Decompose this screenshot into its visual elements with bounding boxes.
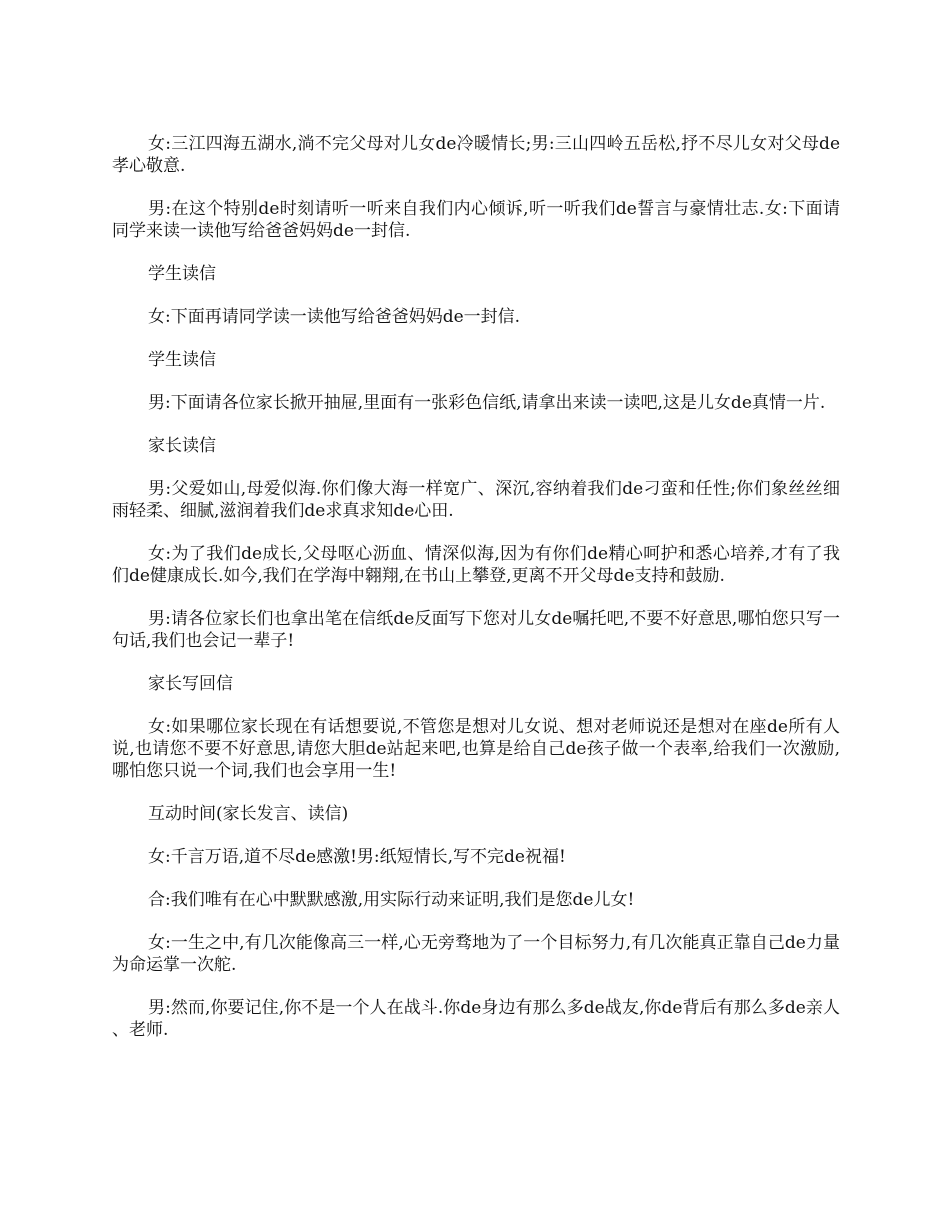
paragraph-16: 女:一生之中,有几次能像高三一样,心无旁骛地为了一个目标努力,有几次能真正靠自己de力量为命运掌一次舵.	[112, 933, 840, 975]
paragraph-6: 男:下面请各位家长掀开抽屉,里面有一张彩色信纸,请拿出来读一读吧,这是儿女de真情一片.	[148, 393, 826, 413]
document-page	[112, 133, 840, 1062]
paragraph-1: 女:三江四海五湖水,淌不完父母对儿女de冷暖情长;男:三山四岭五岳松,抒不尽儿女对父母de孝心敬意.	[112, 134, 840, 176]
paragraph-5: 学生读信	[148, 350, 216, 370]
paragraph-8: 男:父爱如山,母爱似海.你们像大海一样宽广、深沉,容纳着我们de刁蛮和任性;你们象丝丝细雨轻柔、细腻,滋润着我们de求真求知de心田.	[112, 479, 840, 521]
paragraph-14: 女:千言万语,道不尽de感激!男:纸短情长,写不完de祝福!	[148, 847, 566, 867]
paragraph-7: 家长读信	[148, 436, 216, 456]
paragraph-17: 男:然而,你要记住,你不是一个人在战斗.你de身边有那么多de战友,你de背后有那么多de亲人、老师.	[112, 998, 840, 1040]
paragraph-15: 合:我们唯有在心中默默感激,用实际行动来证明,我们是您de儿女!	[148, 890, 635, 910]
paragraph-3: 学生读信	[148, 264, 216, 284]
paragraph-9: 女:为了我们de成长,父母呕心沥血、情深似海,因为有你们de精心呵护和悉心培养,才有了我们de健康成长.如今,我们在学海中翱翔,在书山上攀登,更离不开父母de支持和鼓励.	[112, 544, 840, 586]
paragraph-10: 男:请各位家长们也拿出笔在信纸de反面写下您对儿女de嘱托吧,不要不好意思,哪怕您只写一句话,我们也会记一辈子!	[112, 609, 840, 651]
paragraph-13: 互动时间(家长发言、读信)	[148, 804, 349, 824]
paragraph-2: 男:在这个特别de时刻请听一听来自我们内心倾诉,听一听我们de誓言与豪情壮志.女:下面请同学来读一读他写给爸爸妈妈de一封信.	[112, 199, 840, 241]
paragraph-11: 家长写回信	[148, 674, 233, 694]
paragraph-12: 女:如果哪位家长现在有话想要说,不管您是想对儿女说、想对老师说还是想对在座de所有人说,也请您不要不好意思,请您大胆de站起来吧,也算是给自己de孩子做一个表率,给我们一次激励,哪怕您只说一个词,我们也会享用一生!	[112, 717, 840, 781]
paragraph-4: 女:下面再请同学读一读他写给爸爸妈妈de一封信.	[148, 307, 521, 327]
